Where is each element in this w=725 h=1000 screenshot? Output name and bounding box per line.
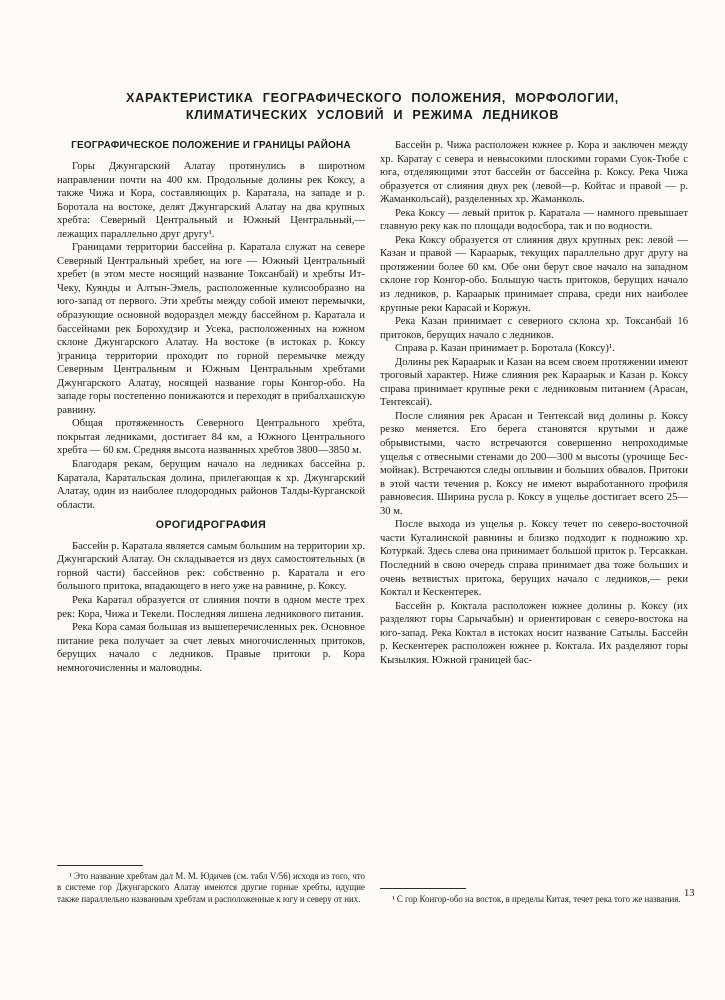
section-heading-orohydrography: ОРОГИДРОГРАФИЯ [155,519,267,532]
footnote-text: ¹ С гор Конгор-обо на восток, в пределы Китая, течет река того же названия. [392,893,681,904]
two-column-layout [57,139,688,905]
paragraph: Долины рек Караарык и Казан на всем своем протяжении имеют троговый характер. Ниже слияния рек Караарык и Казан р. Коксу справа принимает крупные реки с ледниковым питанием (Арасан, Тентексай). [380,356,688,409]
footnote-divider [380,888,466,889]
paragraph: Река Коксу образуется от слияния двух крупных рек: левой — Казан и правой — Караарык, текущих параллельно друг другу на протяжении более 60 км. Обе они берут свое начало на западном склоне гор Конгор-обо. Большую часть притоков, берущих начало из ледников, р. Караарык принимает справа, среди них наиболее крупные реки Карасай и Коржун. [380,234,688,314]
page-title [57,90,688,124]
footnote-left [57,863,365,905]
page-content [57,90,688,905]
footnote-divider [57,865,143,866]
paragraph: После выхода из ущелья р. Коксу течет по северо-восточной части Кугалинской равнины и близко подходит к подножию хр. Котуркай. Здесь слева она принимает большой приток р. Терсаккан. Последний в свою очередь справа принимает два тоже больших и очень ветвистых притока, берущих начало с ледников,— реки Коктал и Кескентерек. [380,519,688,599]
paragraph: Горы Джунгарский Алатау протянулись в широтном направлении почти на 400 км. Продольные долины рек Коксу, а также Чижа и Кора, составляющих р. Каратала, на западе и р. Боротала на востоке, делят Джунгарский Алатау на два крупных хребта: Северный Центральный и Южный Центральный,—лежащих параллельно друг другу¹. [57,161,365,240]
paragraph: Река Каратал образуется от слияния почти в одном месте трех рек: Кора, Чижа и Текели. Последняя лишена ледникового питания. [57,594,365,620]
page-title-line-1: ХАРАКТЕРИСТИКА ГЕОГРАФИЧЕСКОГО ПОЛОЖЕНИЯ, МОРФОЛОГИИ, [126,91,619,105]
paragraph: Благодаря рекам, берущим начало на ледниках бассейна р. Каратала, Каратальская долина, прилегающая к хр. Джунгарский Алатау, один из наиболее плодородных районов Талды-Курганской области. [57,459,365,511]
paragraph: После слияния рек Арасан и Тентексай вид долины р. Коксу резко меняется. Его берега становятся крутыми и даже обрывистыми, часто встречаются совершенно непроходимые ущелья с отвесными стенами до 200—300 м высоты (урочище Бес-мойнак). Встречаются следы оплывин и больших обвалов. Притоки в этой части течения р. Коксу не имеют выработанного профиля равновесия. Ширина русла р. Коксу в ущелье достигает всего 25—30 м. [380,410,688,517]
footnote-right [380,886,688,905]
paragraph: Границами территории бассейна р. Каратала служат на севере Северный Центральный хребет, на юге — Южный Центральный хребет (в этом месте носящий название Токсанбай) и хребты Ит-Чеку, Куянды и Алтын-Эмель, расположенные кулисообразно на юго-запад от первого. Эти хребты между собой имеют перемычки, образующие основной водораздел между бассейном р. Каратала и бассейнами рек Борохудзир и Усека, расположенных на южном склоне Джунгарского Алатау. На востоке (в истоках р. Коксу )граница территории проходит по горной перемычке между Северным Центральным и Южным Центральным хребтами Джунгарского Алатау, носящей название горы Конгор-обо. На западе горы постепенно понижаются и переходят в прибалхашскую равнину. [57,242,365,416]
paragraph: Бассейн р. Каратала является самым большим на территории хр. Джунгарский Алатау. Он складывается из двух самостоятельных (в горной части) бассейнов рек: собственно р. Каратала и его большого притока, впадающего в него уже на равнине, р. Коксу. [57,540,365,593]
paragraph: Река Кора самая большая из вышеперечисленных рек. Основное питание река получает за счет левых многочисленных притоков, берущих начало с ледников. Правые притоки р. Кора немногочисленны и маловодны. [57,622,365,674]
footnote-text: ¹ Это название хребтам дал М. М. Юдичев (см. табл V/56) исходя из того, что в системе гор Джунгарского Алатау имеются другие горные хребты, идущие также параллельно названным хребтам и расположенные к югу и северу от них. [57,871,365,904]
paragraph: Река Коксу — левый приток р. Каратала — намного превышает главную реку как по площади водосбора, так и по водности. [380,207,688,233]
section-heading-geographic-position: ГЕОГРАФИЧЕСКОЕ ПОЛОЖЕНИЕ И ГРАНИЦЫ РАЙОНА [71,140,351,151]
page-number: 13 [684,888,695,899]
right-column [380,139,688,905]
left-column [57,139,365,905]
paragraph: Справа р. Казан принимает р. Боротала (Коксу)¹. [395,343,615,355]
page-title-line-2: КЛИМАТИЧЕСКИХ УСЛОВИЙ И РЕЖИМА ЛЕДНИКОВ [185,108,560,122]
paragraph: Река Казан принимает с северного склона хр. Токсанбай 16 притоков, берущих начало с ледников. [380,316,688,341]
paragraph: Бассейн р. Коктала расположен южнее долины р. Коксу (их разделяют горы Сарычабын) и ориентирован с северо-востока на юго-запад. Река Коктал в истоках носит название Сатылы. Бассейн р. Кескентерек расположен южнее р. Коктала. Их разделяют горы Кызылкия. Южной границей бас- [380,600,688,666]
paragraph: Бассейн р. Чижа расположен южнее р. Кора и заключен между хр. Каратау с севера и невысокими плоскими горами Суок-Тюбе с юга, отделяющими этот бассейн от бассейна р. Коксу. Река Чижа образуется от слияния двух рек (левой—р. Койтас и правой — р. Жаманкольсай), разделенных хр. Жаманколь. [380,140,688,206]
paragraph: Общая протяженность Северного Центрального хребта, покрытая ледниками, достигает 84 км, а Южного Центрального хребта — 60 км. Средняя высота названных хребтов 3800—3850 м. [57,418,365,457]
